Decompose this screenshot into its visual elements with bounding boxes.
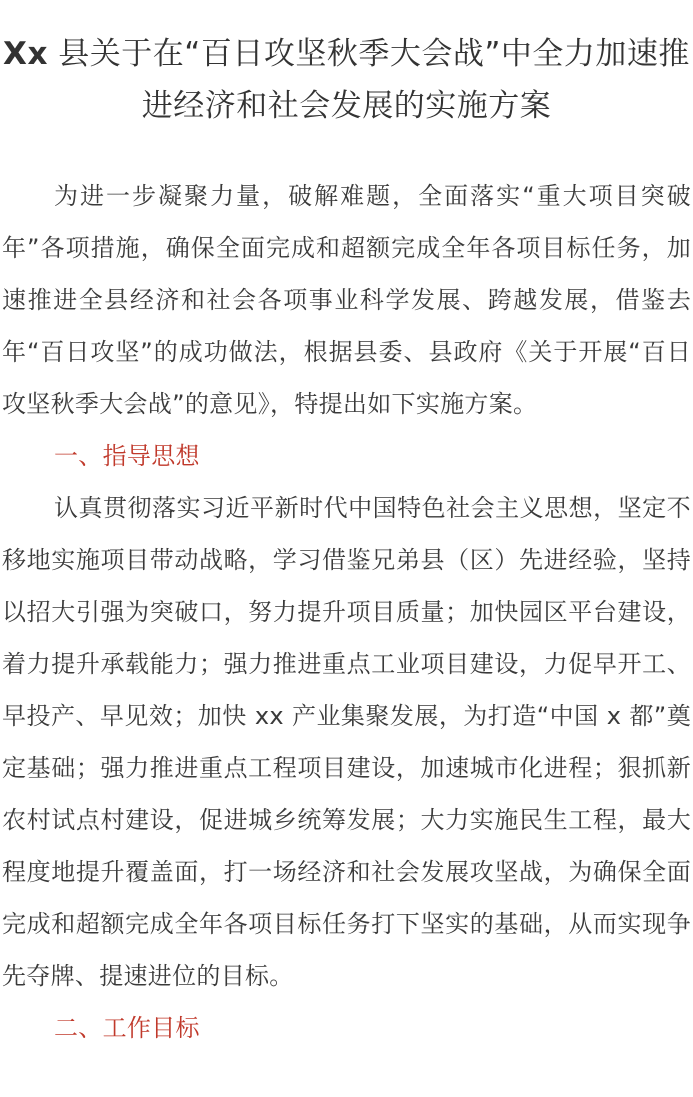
title-text: 县关于在“百日攻坚秋季大会战”中全力加速推进经济和社会发展的实施方案: [47, 36, 690, 124]
intro-paragraph: 为进一步凝聚力量，破解难题，全面落实“重大项目突破年”各项措施，确保全面完成和超额完成全年各项目标任务，加速推进全县经济和社会各项事业科学发展、跨越发展，借鉴去年“百日攻坚”的成功做法，根据县委、县政府《关于开展“百日攻坚秋季大会战”的意见》，特提出如下实施方案。: [2, 182, 691, 418]
section-heading-guiding-ideology: 一、指导思想: [54, 442, 200, 470]
title-county-prefix: Xx: [3, 36, 48, 72]
document-title: [0, 0, 693, 132]
guiding-ideology-paragraph: 认真贯彻落实习近平新时代中国特色社会主义思想，坚定不移地实施项目带动战略，学习借鉴兄弟县（区）先进经验，坚持以招大引强为突破口，努力提升项目质量；加快园区平台建设，着力提升承载能力；强力推进重点工业项目建设，力促早开工、早投产、早见效；加快 xx 产业集聚发展，为打造“中国 x 都”奠定基础；强力推进重点工程项目建设，加速城市化进程；狠抓新农村试点村建设，促进城乡统筹发展；大力实施民生工程，最大程度地提升覆盖面，打一场经济和社会发展攻坚战，为确保全面完成和超额完成全年各项目标任务打下坚实的基础，从而实现争先夺牌、提速进位的目标。: [2, 494, 691, 990]
section-heading-work-goals: 二、工作目标: [54, 1014, 200, 1042]
document-body: [0, 170, 693, 1054]
